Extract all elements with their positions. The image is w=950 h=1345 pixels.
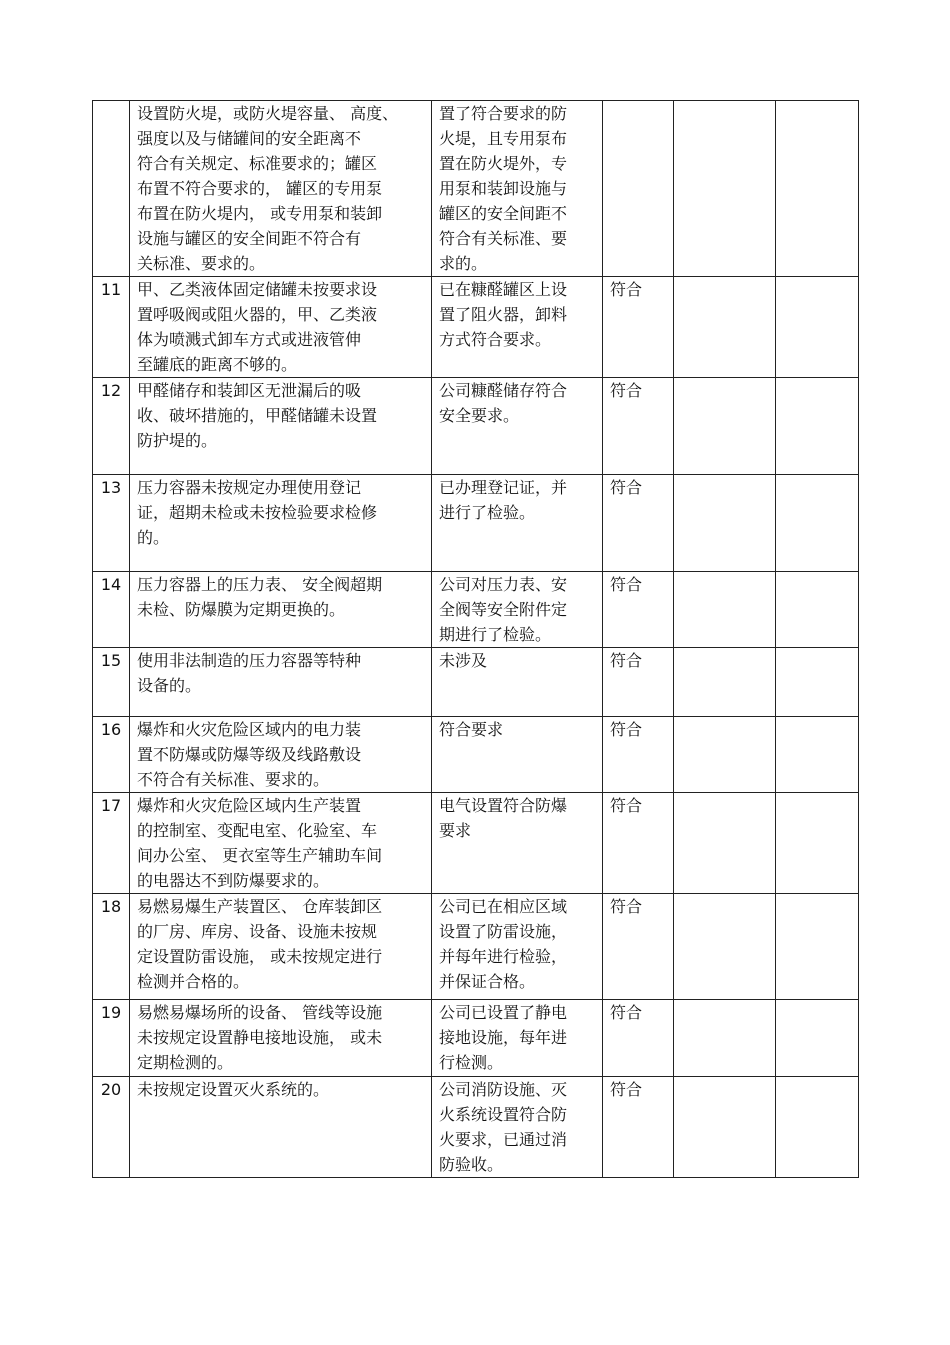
check-item-text: 爆炸和火灾危险区域内的电力装 置不防爆或防爆等级及线路敷设 不符合有关标准、要求的。 <box>130 717 432 793</box>
empty-cell <box>776 277 859 378</box>
status-description: 公司已设置了静电 接地设施，每年进 行检测。 <box>432 1000 603 1077</box>
result-cell: 符合 <box>603 717 674 793</box>
empty-cell <box>674 894 776 1000</box>
empty-cell <box>674 277 776 378</box>
row-number: 17 <box>93 793 130 894</box>
table-row <box>93 475 859 572</box>
result-cell <box>603 101 674 277</box>
status-description: 置了符合要求的防 火堤，且专用泵布 置在防火堤外，专 用泵和装卸设施与 罐区的安全间距不 符合有关标准、要 求的。 <box>432 101 603 277</box>
empty-cell <box>776 717 859 793</box>
status-description: 公司对压力表、安 全阀等安全附件定 期进行了检验。 <box>432 572 603 648</box>
table-row <box>93 1077 859 1178</box>
table-row <box>93 378 859 475</box>
row-number: 13 <box>93 475 130 572</box>
table-row <box>93 793 859 894</box>
empty-cell <box>674 378 776 475</box>
status-description: 符合要求 <box>432 717 603 793</box>
result-cell: 符合 <box>603 378 674 475</box>
table-row <box>93 101 859 277</box>
check-item-text: 爆炸和火灾危险区域内生产装置 的控制室、变配电室、化验室、车 间办公室、 更衣室等生产辅助车间 的电器达不到防爆要求的。 <box>130 793 432 894</box>
row-number: 14 <box>93 572 130 648</box>
empty-cell <box>776 101 859 277</box>
status-description: 未涉及 <box>432 648 603 717</box>
status-description: 已办理登记证，并 进行了检验。 <box>432 475 603 572</box>
table-row <box>93 277 859 378</box>
table-row <box>93 648 859 717</box>
row-number: 12 <box>93 378 130 475</box>
check-item-text: 甲醛储存和装卸区无泄漏后的吸 收、破坏措施的，甲醛储罐未设置 防护堤的。 <box>130 378 432 475</box>
status-description: 公司消防设施、灭 火系统设置符合防 火要求，已通过消 防验收。 <box>432 1077 603 1178</box>
inspection-checklist-table <box>92 100 859 1178</box>
empty-cell <box>674 1000 776 1077</box>
empty-cell <box>776 1077 859 1178</box>
check-item-text: 压力容器未按规定办理使用登记 证，超期未检或未按检验要求检修 的。 <box>130 475 432 572</box>
empty-cell <box>776 793 859 894</box>
row-number: 19 <box>93 1000 130 1077</box>
status-description: 电气设置符合防爆 要求 <box>432 793 603 894</box>
row-number: 15 <box>93 648 130 717</box>
table-row <box>93 1000 859 1077</box>
check-item-text: 易燃易爆场所的设备、 管线等设施 未按规定设置静电接地设施， 或未 定期检测的。 <box>130 1000 432 1077</box>
empty-cell <box>776 894 859 1000</box>
check-item-text: 使用非法制造的压力容器等特种 设备的。 <box>130 648 432 717</box>
empty-cell <box>674 1077 776 1178</box>
empty-cell <box>776 378 859 475</box>
status-description: 公司糠醛储存符合 安全要求。 <box>432 378 603 475</box>
empty-cell <box>776 648 859 717</box>
empty-cell <box>674 793 776 894</box>
check-item-text: 压力容器上的压力表、 安全阀超期 未检、防爆膜为定期更换的。 <box>130 572 432 648</box>
status-description: 公司已在相应区域 设置了防雷设施， 并每年进行检验， 并保证合格。 <box>432 894 603 1000</box>
result-cell: 符合 <box>603 1000 674 1077</box>
table-row <box>93 717 859 793</box>
row-number: 20 <box>93 1077 130 1178</box>
check-item-text: 设置防火堤，或防火堤容量、 高度、 强度以及与储罐间的安全距离不 符合有关规定、标准要求的；罐区 布置不符合要求的， 罐区的专用泵 布置在防火堤内， 或专用泵和装卸 设施与罐区的安全间距不符合有 关标准、要求的。 <box>130 101 432 277</box>
empty-cell <box>776 475 859 572</box>
check-item-text: 未按规定设置灭火系统的。 <box>130 1077 432 1178</box>
table-row <box>93 572 859 648</box>
empty-cell <box>674 717 776 793</box>
row-number <box>93 101 130 277</box>
result-cell: 符合 <box>603 277 674 378</box>
row-number: 18 <box>93 894 130 1000</box>
row-number: 11 <box>93 277 130 378</box>
check-item-text: 易燃易爆生产装置区、 仓库装卸区 的厂房、库房、设备、设施未按规 定设置防雷设施， 或未按规定进行 检测并合格的。 <box>130 894 432 1000</box>
result-cell: 符合 <box>603 648 674 717</box>
empty-cell <box>674 101 776 277</box>
table-row <box>93 894 859 1000</box>
empty-cell <box>674 648 776 717</box>
empty-cell <box>674 572 776 648</box>
result-cell: 符合 <box>603 572 674 648</box>
result-cell: 符合 <box>603 793 674 894</box>
row-number: 16 <box>93 717 130 793</box>
checklist-body <box>93 101 859 1178</box>
status-description: 已在糠醛罐区上设 置了阻火器，卸料 方式符合要求。 <box>432 277 603 378</box>
empty-cell <box>776 572 859 648</box>
result-cell: 符合 <box>603 1077 674 1178</box>
empty-cell <box>776 1000 859 1077</box>
result-cell: 符合 <box>603 475 674 572</box>
result-cell: 符合 <box>603 894 674 1000</box>
empty-cell <box>674 475 776 572</box>
check-item-text: 甲、乙类液体固定储罐未按要求设 置呼吸阀或阻火器的，甲、乙类液 体为喷溅式卸车方式或进液管伸 至罐底的距离不够的。 <box>130 277 432 378</box>
